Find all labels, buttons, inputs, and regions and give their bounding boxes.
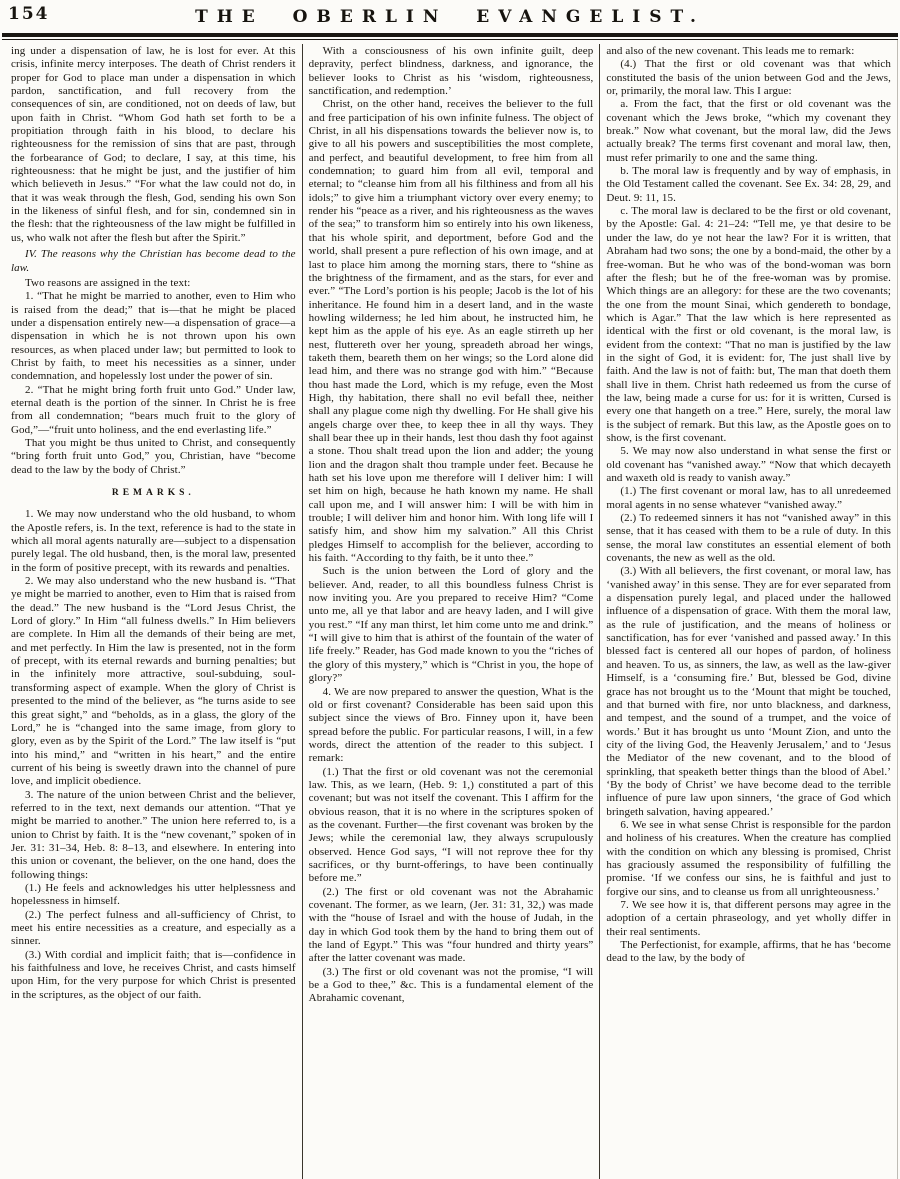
paragraph: ing under a dispensation of law, he is lost for ever. At this crisis, infinite mercy interposes. The death of Christ renders it proper for God to place man under a dispensation in which pardon, sanctification, and full recovery from the consequences of sin, are conditioned, not on deeds of law, but upon faith in Christ. “Whom God hath set forth to be a propitiation through faith in his blood, to declare his righteousness for the remission of sins that are past, through the forbearance of God; to declare, I say, at this time, his righteousness: that he might be just, and the justifier of him which believeth in Jesus.” “For what the law could not do, in that it was weak through the flesh, God, sending his own Son in the likeness of sinful flesh, and for sin, condemned sin in the flesh: that the righteousness of the law might be fulfilled in us, who walk not after the flesh but after the Spirit.” <box>11 45 296 244</box>
paragraph: 4. We are now prepared to answer the question, What is the old or first covenant? Considerable has been said upon this subject since the views of Bro. Finney upon it, have been spread before the public. For particular reasons, I will, in a few words, direct the attention of the reader to this subject. I remark: <box>308 685 594 765</box>
paragraph: 5. We may now also understand in what sense the first or old covenant has “vanished away.” “Now that which decayeth and waxeth old is ready to vanish away.” <box>606 445 892 484</box>
publication-title: THE OBERLIN EVANGELIST. <box>195 7 705 27</box>
paragraph: 7. We see how it is, that different persons may agree in the adoption of a certain phraseology, and yet wholly differ in their real sentiments. <box>606 899 892 938</box>
paragraph: c. The moral law is declared to be the first or old covenant, by the Apostle: Gal. 4: 21–24: “Tell me, ye that desire to be under the law, do ye not hear the law? For it is written, that Abraham had two sons; the one by a bond-maid, the other by a free-woman. But he who was of the bond-woman was born after the flesh; but he of the free-woman was by promise. Which things are an allegory: for these are the two covenants; the one from the mount Sinai, which gendereth to bondage, which is Agar.” That the law which is here represented as identical with the first or old covenant, is the moral law, is evident from the context: “That no man is justified by the law in the sight of God, it is evident: for, The just shall live by faith. And the law is not of faith: but, The man that doeth them shall live in them. Christ hath redeemed us from the curse of the law, being made a curse for us: for it is written, Cursed is every one that hangeth on a tree.” Here, surely, the moral law is the subject of remark. But this law, as the Apostle goes on to show, is the first covenant. <box>606 205 892 444</box>
paragraph: (4.) That the first or old covenant was that which constituted the basis of the union between God and the Jews, or, primarily, the moral law. This I argue: <box>606 58 892 98</box>
paragraph: (2.) The perfect fulness and all-sufficiency of Christ, to meet his entire necessities as a creature, and especially as a sinner. <box>11 908 296 948</box>
paragraph: Such is the union between the Lord of glory and the believer. And, reader, to all this boundless fulness Christ is now inviting you. Are you prepared to receive Him? “Come unto me, all ye that labor and are heavy laden, and I will give you rest.” “If any man thirst, let him come unto me and drink.” “I will give to him that is athirst of the fountain of the water of life freely.” Reader, has God made known to you the “riches of the glory of this mystery,” which is “Christ in you, the hope of glory?” <box>308 565 594 685</box>
paragraph: (3.) The first or old covenant was not the promise, “I will be a God to thee,” &c. This is a fundamental element of the Abrahamic covenant, <box>308 965 594 1005</box>
paragraph: (2.) The first or old covenant was not the Abrahamic covenant. The former, as we learn, (Jer. 31: 31, 32,) was made with the “house of Israel and with the house of Judah, in the day in which God took them by the hand to bring them out of the land of Egypt.” This was “four hundred and thirty years” after the latter covenant was made. <box>308 885 594 965</box>
paragraph: That you might be thus united to Christ, and consequently “bring forth fruit unto God,” you, Christian, have “become dead to the law by the body of Christ.” <box>11 436 296 476</box>
paragraph: With a consciousness of his own infinite guilt, deep depravity, perfect blindness, darkness, and ignorance, the believer looks to Christ as his ‘wisdom, righteousness, sanctification, and redemption.’ <box>308 45 594 98</box>
paragraph: and also of the new covenant. This leads me to remark: <box>606 45 855 57</box>
column-1 <box>6 44 301 1179</box>
header-rule <box>2 33 898 40</box>
page-number: 154 <box>8 4 50 24</box>
paragraph: b. The moral law is frequently and by way of emphasis, in the Old Testament called the covenant. See Ex. 34: 28, 29, and Deut. 9: 11, 15. <box>606 165 892 204</box>
paragraph: (1.) The first covenant or moral law, has to all unredeemed moral agents in no sense whatever “vanished away.” <box>606 485 892 511</box>
paragraph: (3.) With all believers, the first covenant, or moral law, has ‘vanished away’ in this sense. They are for ever separated from a dispensation purely legal, and placed under the hallowed influence of a dispensation of grace. With them the moral law, as the rule of justification, and the means of holiness or sanctification, has for ever ‘vanished and passed away.’ In this blessed fact is centered all our hopes of pardon, of holiness and heaven. To us, as sinners, the law, as well as the law-giver Himself, is a ‘consuming fire.’ But, blessed be God, divine grace has not brought us to the ‘Mount that might be touched, and that burned with fire, nor unto blackness, and darkness, and tempest, and the sound of a trumpet, and the voice of words.’ But it has brought us unto ‘Mount Zion, and unto the city of the living God, the Heavenly Jerusalem,’ and to ‘Jesus the Mediator of the new covenant, and to the blood of sprinkling, that speaketh better things than the blood of Abel.’ ‘By the body of Christ’ we have become dead to the terrible influence of pure law upon sinners, ‘the grace of God which bringeth salvation, having appeared.’ <box>606 565 892 818</box>
paragraph: a. From the fact, that the first or old covenant was the covenant which the Jews broke, “which my covenant they break.” Now what covenant, but the moral law, did the Jews actually break? The terms first covenant and moral law, then, must refer primarily to one and the same thing. <box>606 98 892 164</box>
paragraph: (2.) To redeemed sinners it has not “vanished away” in this sense, that it has ceased with them to be a rule of duty. In this sense, the moral law constitutes an essential element of both covenants, the new as well as the old. <box>606 512 892 565</box>
section-heading: REMARKS. <box>111 488 195 498</box>
paragraph: 6. We see in what sense Christ is responsible for the pardon and holiness of his creatures. When the creature has complied with the condition on which any blessing is promised, Christ has graciously assumed the responsibility of fulfilling the promise. ‘If we confess our sins, he is faithful and just to forgive our sins, and to cleanse us from all unrighteousness.’ <box>606 818 892 898</box>
paragraph: Christ, on the other hand, receives the believer to the full and free participation of his own infinite fulness. The object of Christ, in all his dispensations towards the believer now is, to give to all his powers and susceptibilities the most complete, and perfect, and beautiful development, to free him from all condemnation; to guard him from all evil, temporal and eternal; to “cleanse him from all his filthiness and from all his idols;” to give him a triumphant victory over every enemy; to render his “peace as a river, and his righteousness as the waves of the sea;” to transform him so entirely into his own likeness, that his whole spirit, and deportment, before God and the world, shall present a pure reflection of his own image, and at last to place him among the morning stars, there to “shine as the brightness of the firmament, and as the stars, for ever and ever.” “The Lord’s portion is his people; Jacob is the lot of his inheritance. He found him in a desert land, and in the waste howling wilderness; he led him about, he instructed him, he kept him as the apple of his eye. As an eagle stirreth up her nest, fluttereth over her young, spreadeth abroad her wings, taketh them, beareth them on her wings; so the Lord alone did lead him, and there was no strange god with him.” “Because thou hast made the Lord, which is my refuge, even the Most High, thy habitation, there shall no evil befall thee, neither shall any plague come nigh thy dwelling. For He shall give his angels charge over thee, to keep thee in all thy ways. They shall bear thee up in their hands, lest thou dash thy foot against a stone. Thou shalt tread upon the lion and adder; the young lion and the dragon shalt thou trample under feet. Because he hath set his love upon me therefore will I deliver him: I will set him on high, because he hath known my name. He shall call upon me, and I will answer him: I will be with him in trouble; I will deliver him and honor him. With long life will I satisfy him, and show him my salvation.” All this Christ pledges Himself to accomplish for the believer, according to his faith. “According to thy faith, be it unto thee.” <box>308 98 594 565</box>
column-2 <box>304 44 599 1179</box>
paragraph: 2. “That he might bring forth fruit unto God.” Under law, eternal death is the portion of the sinner. In Christ he is free from all condemnation; “bears much fruit to the glory of God,”—“fruit unto holiness, and the end everlasting life.” <box>11 383 296 436</box>
paragraph: (3.) With cordial and implicit faith; that is—confidence in his faithfulness and love, he receives Christ, and casts himself upon Him, for the very purpose for which Christ is presented in the scriptures, as the object of our faith. <box>11 948 296 1001</box>
article-columns <box>0 42 900 1179</box>
column-divider-1 <box>302 44 303 1179</box>
paragraph: Two reasons are assigned in the text: <box>25 276 191 289</box>
paragraph: 1. We may now understand who the old husband, to whom the Apostle refers, is. In the text, reference is had to the state in which all moral agents naturally are—subject to a dispensation purely legal. The old husband, then, is the moral law, presented in the form of positive precept, with its rewards and penalties. <box>11 508 296 574</box>
paragraph: The Perfectionist, for example, affirms, that he has ‘become dead to the law, by the body of <box>606 939 892 965</box>
paragraph: (1.) He feels and acknowledges his utter helplessness and hopelessness in himself. <box>11 881 296 908</box>
section-heading: IV. The reasons why the Christian has become dead to the law. <box>11 248 296 274</box>
column-3 <box>601 44 896 1179</box>
masthead <box>0 0 900 33</box>
paragraph: 2. We may also understand who the new husband is. “That ye might be married to another, even to Him that is raised from the dead.” The new husband is the “Lord Jesus Christ, the Lord of glory.” In Him “all fulness dwells.” In Him believers are complete. In Him all the demands of their being are met, and met perfectly. In Him the law is presented, not in the form of precept, with its eternal rewards and burning penalties; but in the infinitely more attractive, soul-subduing, soul-transforming aspect of example. When the glory of Christ is presented to the mind of the believer, as “he turns aside to see this great sight,” and “beholds, as in a glass, the glory of the Lord,” he is “changed into the same image, from glory to glory, even as by the Spirit of the Lord.” The law itself is “put into his mind,” and “written in his heart,” and the entire current of his being is sweetly drawn into the channel of pure love, and implicit obedience. <box>11 575 296 788</box>
paragraph: (1.) That the first or old covenant was not the ceremonial law. This, as we learn, (Heb. 9: 1,) constituted a part of this covenant; but was not itself the covenant. This I affirm for the obvious reason, that it is no where in the scriptures spoken of as the covenant. Further—the first covenant was broken by the Jews; while the ceremonial law, they always scrupulously observed. Hence God says, “I will not reprove thee for thy sacrifices, or thy burnt-offerings, to have been continually before me.” <box>308 765 594 885</box>
column-divider-2 <box>599 44 600 1179</box>
paragraph: 1. “That he might be married to another, even to Him who is raised from the dead;” that is—that he might be placed under a dispensation entirely new—a dispensation of grace—a dispensation in which he is not thrown upon his own resources, as when placed under law; but permitted to look to Christ by faith, to meet his necessities as a sinner, under condemnation, and hopelessly lost under the power of sin. <box>11 290 296 383</box>
paragraph: 3. The nature of the union between Christ and the believer, referred to in the text, next demands our attention. “That ye might be married to another.” The union here referred to, is a union to Christ by faith. It is the “new covenant,” spoken of in Jer. 31: 31–34, Heb. 8: 8–13, and elsewhere. In entering into this union or covenant, the believer, on the one hand, does the following things: <box>11 788 296 881</box>
scan-page-edge <box>897 40 898 1179</box>
